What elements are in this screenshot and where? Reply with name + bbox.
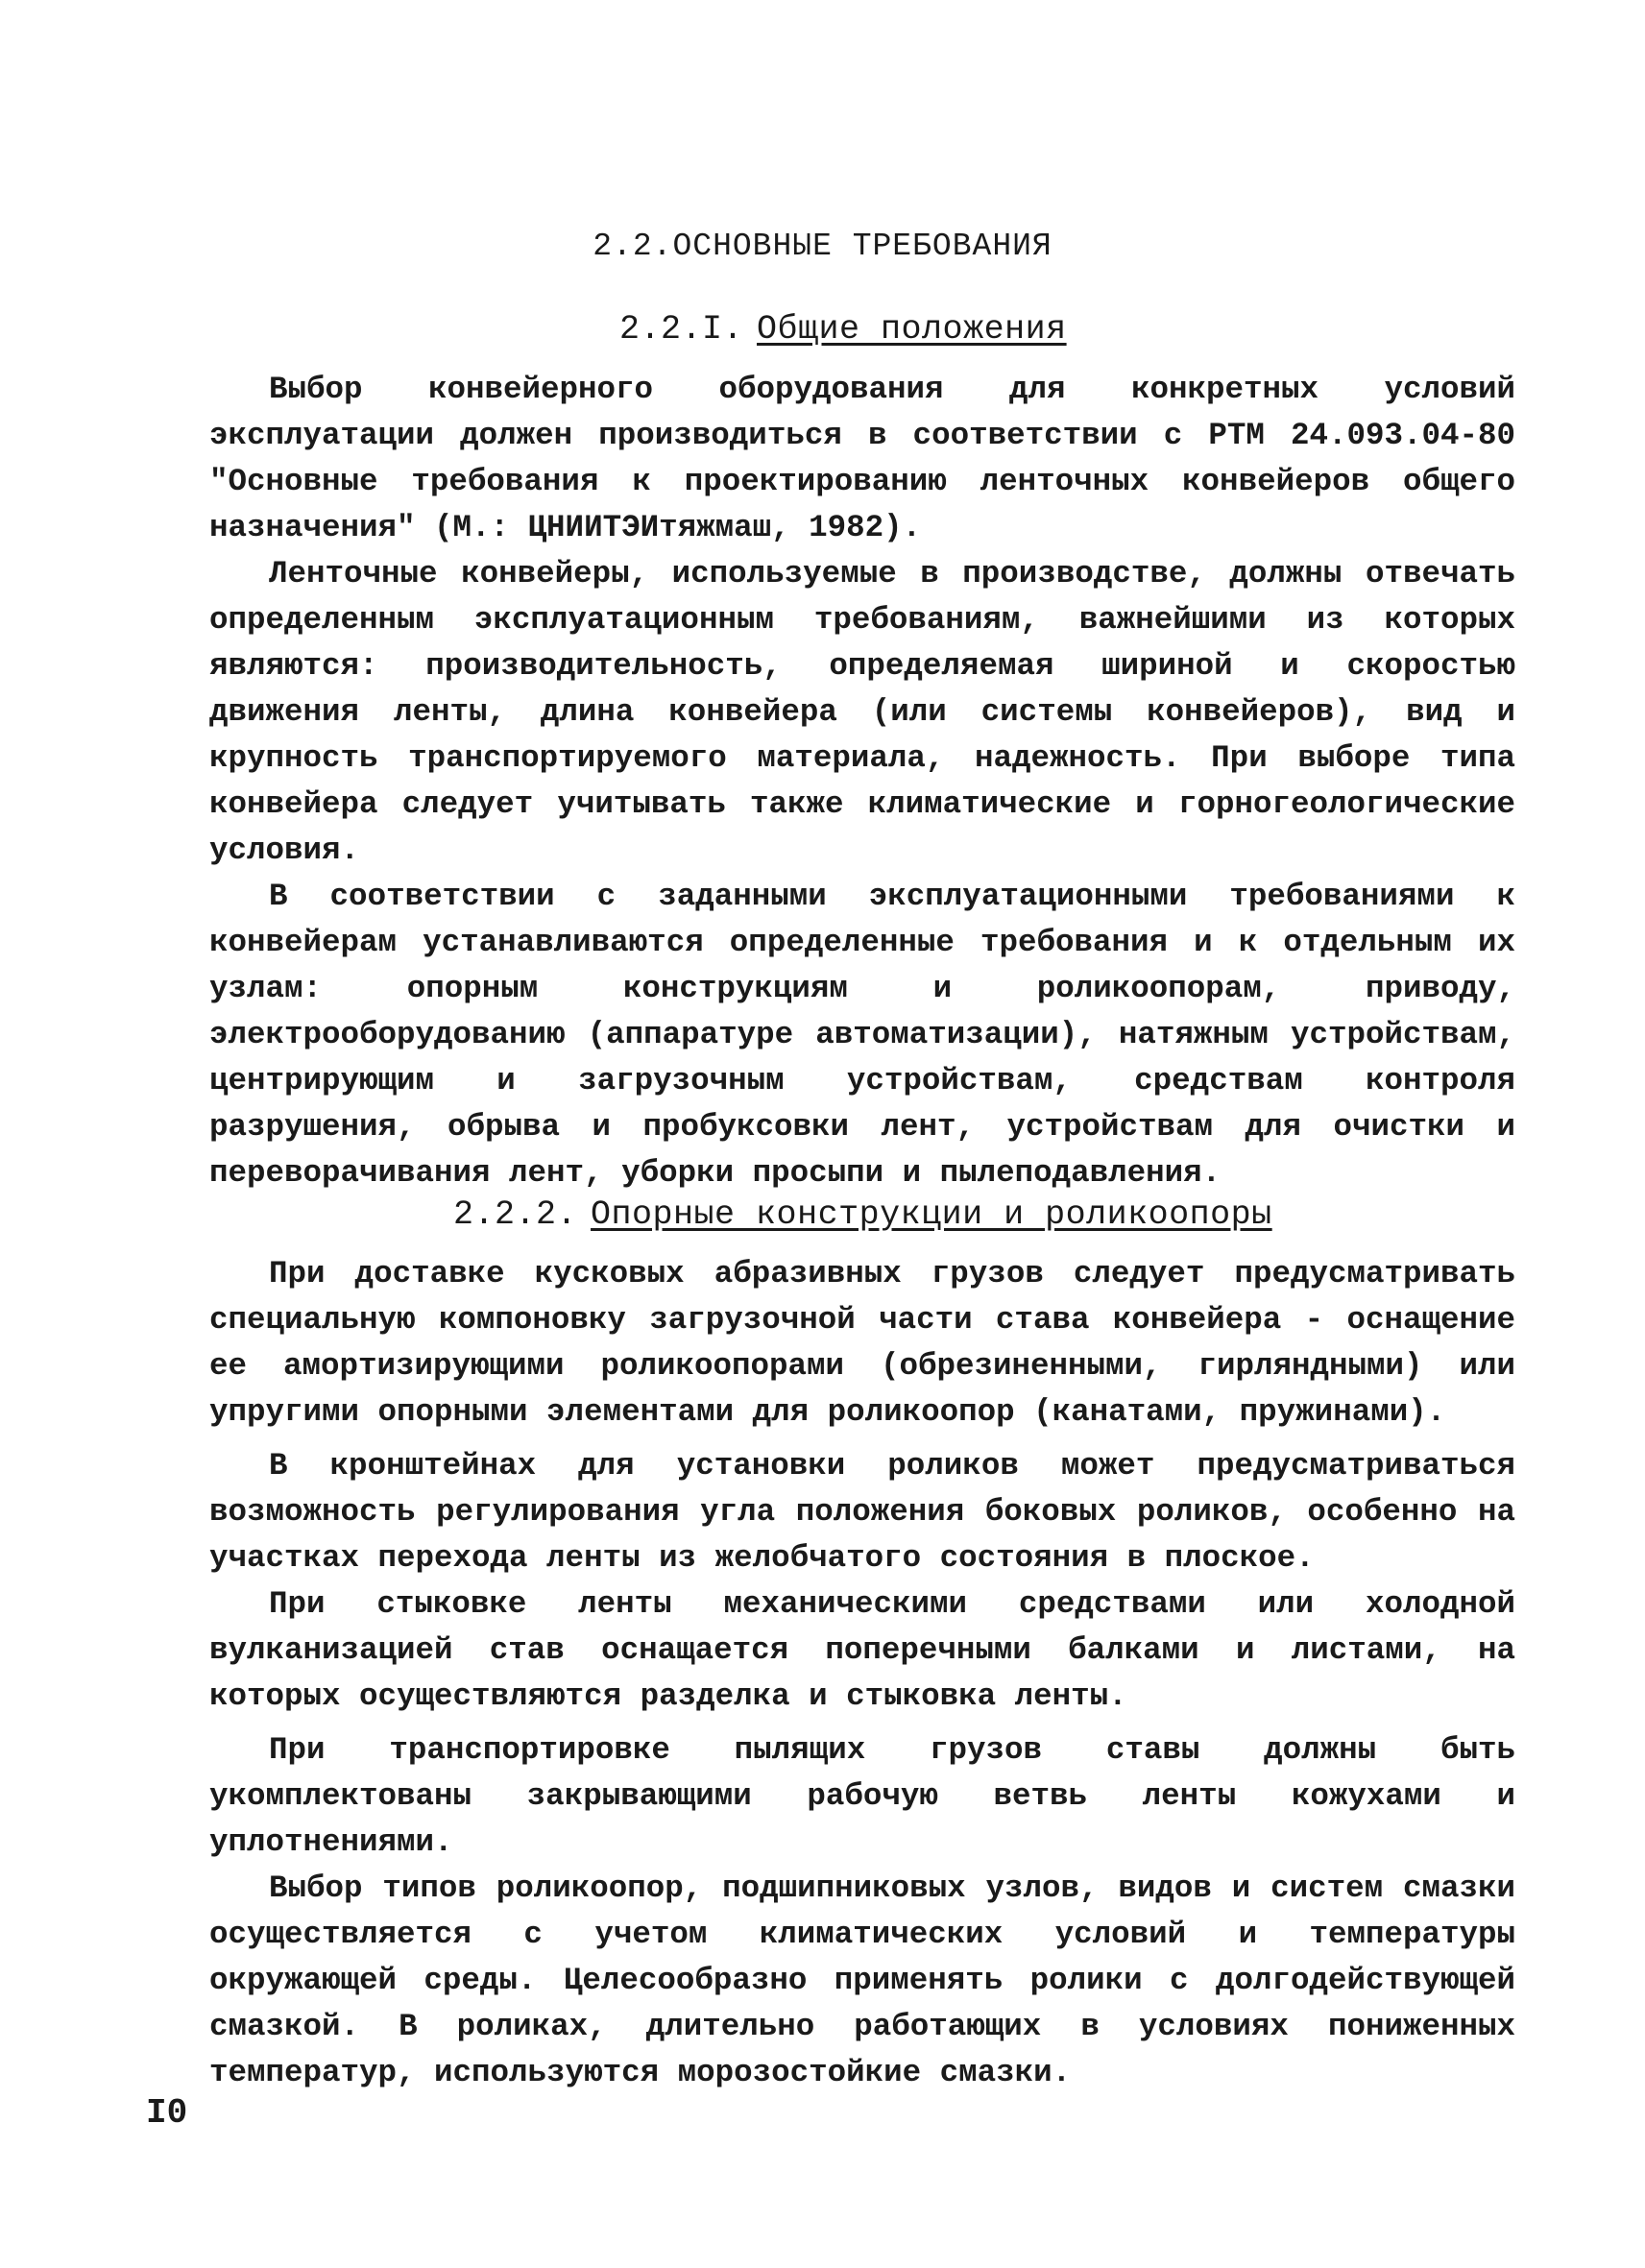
paragraph: При доставке кусковых абразивных грузов следует предусматривать специальную компоновку загрузочной части става конвейера - оснащение ее амортизирующими роликоопорами (обрезиненными, гирляндными) или упругими опорными элементами для роликоопор (канатами, пружинами). <box>209 1256 1515 1430</box>
paragraph: В соответствии с заданными эксплуатационными требованиями к конвейерам устанавливаются определенные требования и к отдельным их узлам: опорным конструкциям и роликоопорам, приводу, электрооборудованию (аппаратуре автоматизации), натяжным устройствам, центрирующим и загрузочным устройствам, средствам контроля разрушения, обрыва и пробуксовки лент, устройствам для очистки и переворачивания лент, уборки просыпи и пылеподавления. <box>209 879 1515 1191</box>
page-number: I0 <box>146 2093 188 2133</box>
paragraph: Выбор конвейерного оборудования для конкретных условий эксплуатации должен производиться в соответствии с РТМ 24.093.04-80 "Основные требования к проектированию ленточных конвейеров общего назначения" (М.: ЦНИИТЭИтяжмаш, 1982). <box>209 372 1515 545</box>
subsection-title-general <box>619 310 1067 349</box>
paragraph: Ленточные конвейеры, используемые в производстве, должны отвечать определенным эксплуатационным требованиям, важнейшими из которых являются: производительность, определяемая шириной и скоростью движения ленты, длина конвейера (или системы конвейеров), вид и крупность транспортируемого материала, надежность. При выборе типа конвейера следует учитывать также климатические и горногеологические условия. <box>209 556 1515 868</box>
subsection-number: 2.2.I. <box>619 310 744 349</box>
subsection-name: Общие положения <box>757 310 1067 349</box>
paragraph: Выбор типов роликоопор, подшипниковых узлов, видов и систем смазки осуществляется с учетом климатических условий и температуры окружающей среды. Целесообразно применять ролики с долгодействующей смазкой. В роликах, длительно работающих в условиях пониженных температур, используются морозостойкие смазки. <box>209 1870 1515 2090</box>
paragraph: В кронштейнах для установки роликов может предусматриваться возможность регулирования угла положения боковых роликов, особенно на участках перехода ленты из желобчатого состояния в плоское. <box>209 1448 1515 1576</box>
supports-text <box>209 1251 1515 2096</box>
paragraph: При стыковке ленты механическими средствами или холодной вулканизацией став оснащается поперечными балками и листами, на которых осуществляются разделка и стыковка ленты. <box>209 1586 1515 1714</box>
general-provisions-text <box>209 367 1515 1196</box>
paragraph: При транспортировке пылящих грузов ставы должны быть укомплектованы закрывающими рабочую ветвь ленты кожухами и уплотнениями. <box>209 1732 1515 1860</box>
subsection-title-supports <box>453 1195 1272 1234</box>
subsection-name: Опорные конструкции и роликоопоры <box>591 1195 1272 1234</box>
section-title: 2.2.ОСНОВНЫЕ ТРЕБОВАНИЯ <box>593 229 1052 264</box>
subsection-number: 2.2.2. <box>453 1195 578 1234</box>
